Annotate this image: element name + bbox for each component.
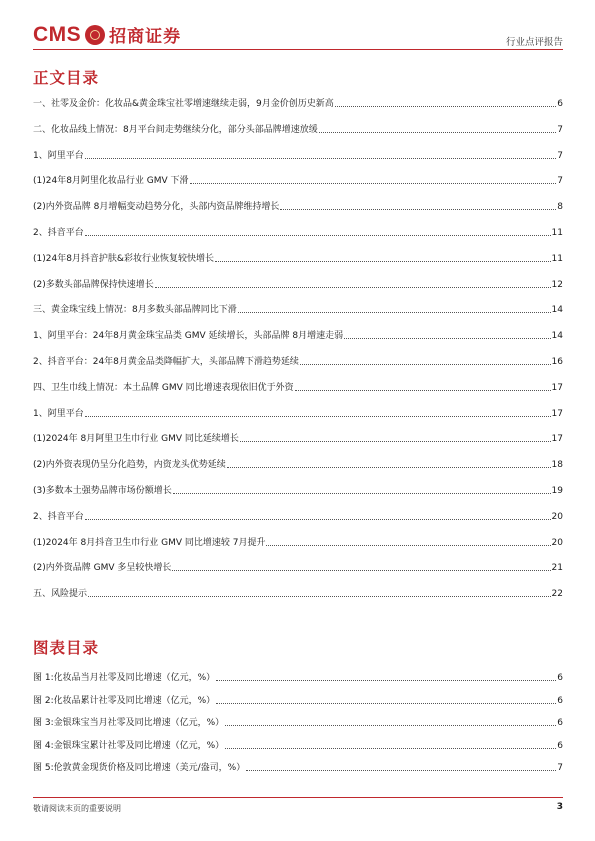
leader-dots bbox=[85, 158, 557, 159]
leader-dots bbox=[85, 416, 551, 417]
toc-entry[interactable] bbox=[33, 509, 563, 522]
entry-number: 图 2: bbox=[33, 695, 54, 706]
entry-number: (3) bbox=[33, 486, 46, 496]
leader-dots bbox=[85, 235, 551, 236]
entry-number: 1、 bbox=[33, 408, 48, 419]
toc-entry[interactable] bbox=[33, 302, 563, 315]
leader-dots bbox=[88, 596, 551, 597]
entry-page: 11 bbox=[551, 253, 563, 264]
leader-dots bbox=[227, 467, 551, 468]
entry-page: 6 bbox=[557, 718, 563, 728]
entry-title: 阿里平台 bbox=[47, 150, 84, 161]
footer-disclaimer: 敬请阅读末页的重要说明 bbox=[33, 804, 121, 813]
entry-page: 22 bbox=[551, 589, 563, 600]
toc-entry[interactable] bbox=[33, 328, 563, 341]
entry-title: 化妆品线上情况：8月平台间走势继续分化，部分头部品牌增速放缓 bbox=[51, 124, 318, 135]
entry-title: 多数本土强势品牌市场份额增长 bbox=[45, 486, 172, 496]
entry-page: 6 bbox=[557, 740, 563, 751]
leader-dots bbox=[319, 132, 557, 133]
entry-page: 20 bbox=[551, 511, 563, 522]
entry-page: 8 bbox=[557, 202, 563, 213]
toc-entry[interactable] bbox=[33, 354, 563, 367]
toc-entry[interactable] bbox=[33, 173, 563, 186]
entry-title: 社零及金价：化妆品&黄金珠宝社零增速继续走弱，9月金价创历史新高 bbox=[51, 99, 334, 109]
toc-entry[interactable] bbox=[33, 380, 563, 393]
entry-title: 伦敦黄金现货价格及同比增速（美元/盎司，%） bbox=[53, 763, 246, 773]
entry-title: 金银珠宝当月社零及同比增速（亿元，%） bbox=[53, 718, 225, 728]
logo-company-name: 招商证券 bbox=[109, 27, 182, 47]
figure-entry[interactable] bbox=[33, 760, 563, 773]
entry-page: 19 bbox=[551, 486, 563, 496]
entry-page: 17 bbox=[551, 408, 563, 419]
toc-entry[interactable] bbox=[33, 483, 563, 496]
entry-number: 五、 bbox=[33, 589, 52, 600]
entry-title: 卫生巾线上情况：本土品牌 GMV 同比增速表现依旧优于外资 bbox=[51, 382, 294, 393]
entry-title: 内外资品牌 8月增幅变动趋势分化，头部内资品牌维持增长 bbox=[45, 202, 280, 213]
entry-title: 阿里平台：24年8月黄金珠宝品类 GMV 延续增长，头部品牌 8月增速走弱 bbox=[47, 331, 344, 342]
entry-title: 化妆品累计社零及同比增速（亿元，%） bbox=[53, 695, 216, 706]
figure-entry[interactable] bbox=[33, 738, 563, 751]
entry-page: 16 bbox=[551, 357, 563, 367]
entry-number: (2) bbox=[33, 202, 46, 213]
logo-cms-text: CMS bbox=[33, 22, 82, 46]
leader-dots bbox=[85, 519, 551, 520]
entry-number: (2) bbox=[33, 563, 46, 574]
entry-title: 抖音平台 bbox=[47, 228, 84, 238]
entry-number: 图 3: bbox=[33, 718, 54, 728]
leader-dots bbox=[173, 493, 551, 494]
entry-title: 多数头部品牌保持快速增长 bbox=[45, 279, 154, 290]
leader-dots bbox=[225, 725, 556, 726]
leader-dots bbox=[266, 545, 550, 546]
leader-dots bbox=[246, 770, 556, 771]
entry-page: 11 bbox=[551, 228, 563, 238]
leader-dots bbox=[155, 287, 551, 288]
entry-number: 图 4: bbox=[33, 740, 54, 751]
leader-dots bbox=[238, 312, 551, 313]
leader-dots bbox=[280, 209, 556, 210]
entry-page: 12 bbox=[551, 279, 563, 290]
entry-title: 2024年 8月抖音卫生巾行业 GMV 同比增速较 7月提升 bbox=[45, 537, 266, 548]
entry-title: 抖音平台：24年8月黄金品类降幅扩大，头部品牌下滑趋势延续 bbox=[47, 357, 299, 367]
leader-dots bbox=[215, 261, 551, 262]
toc-entry[interactable] bbox=[33, 122, 563, 135]
entry-number: 2、 bbox=[33, 511, 48, 522]
toc-entry[interactable] bbox=[33, 560, 563, 573]
entry-page: 14 bbox=[551, 305, 563, 316]
entry-page: 20 bbox=[551, 537, 563, 548]
company-logo bbox=[33, 22, 181, 47]
entry-title: 风险提示 bbox=[51, 589, 88, 600]
page-header bbox=[33, 20, 563, 50]
header-divider bbox=[33, 49, 563, 50]
entry-number: 2、 bbox=[33, 228, 48, 238]
toc-title: 正文目录 bbox=[33, 69, 100, 87]
logo-seal-icon bbox=[85, 25, 105, 45]
figure-entry[interactable] bbox=[33, 715, 563, 728]
toc-entry[interactable] bbox=[33, 199, 563, 212]
toc-entry[interactable] bbox=[33, 251, 563, 264]
entry-page: 6 bbox=[557, 99, 563, 109]
leader-dots bbox=[190, 183, 557, 184]
toc-entry[interactable] bbox=[33, 96, 563, 109]
entry-number: 2、 bbox=[33, 357, 48, 367]
entry-title: 抖音平台 bbox=[47, 511, 84, 522]
entry-number: (1) bbox=[33, 176, 46, 187]
entry-number: 三、 bbox=[33, 305, 52, 316]
entry-title: 阿里平台 bbox=[47, 408, 84, 419]
entry-page: 6 bbox=[557, 695, 563, 706]
entry-number: (2) bbox=[33, 460, 46, 471]
entry-page: 17 bbox=[551, 434, 563, 445]
toc-entry[interactable] bbox=[33, 406, 563, 419]
entry-page: 7 bbox=[557, 176, 563, 187]
entry-title: 内外资表现仍呈分化趋势，内资龙头优势延续 bbox=[45, 460, 226, 471]
entry-number: 一、 bbox=[33, 99, 52, 109]
toc-entry[interactable] bbox=[33, 225, 563, 238]
entry-title: 黄金珠宝线上情况：8月多数头部品牌同比下滑 bbox=[51, 305, 237, 316]
leader-dots bbox=[344, 338, 550, 339]
report-type-label: 行业点评报告 bbox=[505, 37, 563, 48]
entry-number: 图 5: bbox=[33, 763, 54, 773]
entry-title: 金银珠宝累计社零及同比增速（亿元，%） bbox=[53, 740, 225, 751]
entry-number: (1) bbox=[33, 253, 46, 264]
leader-dots bbox=[240, 441, 551, 442]
entry-number: 图 1: bbox=[33, 673, 54, 683]
footer-divider bbox=[33, 797, 563, 798]
entry-number: (1) bbox=[33, 434, 46, 445]
entry-title: 2024年 8月阿里卫生巾行业 GMV 同比延续增长 bbox=[45, 434, 239, 445]
leader-dots bbox=[335, 106, 557, 107]
figures-title: 图表目录 bbox=[33, 639, 100, 657]
leader-dots bbox=[216, 703, 556, 704]
entry-title: 内外资品牌 GMV 多呈较快增长 bbox=[45, 563, 172, 574]
entry-page: 17 bbox=[551, 382, 563, 393]
toc-entry[interactable] bbox=[33, 535, 563, 548]
leader-dots bbox=[225, 748, 556, 749]
leader-dots bbox=[172, 570, 550, 571]
toc-entry[interactable] bbox=[33, 277, 563, 290]
entry-title: 24年8月抖音护肤&彩妆行业恢复较快增长 bbox=[45, 253, 214, 264]
entry-page: 14 bbox=[551, 331, 563, 342]
page-number: 3 bbox=[556, 802, 563, 812]
toc-entry[interactable] bbox=[33, 148, 563, 161]
entry-number: (1) bbox=[33, 537, 46, 548]
entry-page: 7 bbox=[557, 763, 563, 773]
entry-page: 7 bbox=[557, 124, 563, 135]
toc-entry[interactable] bbox=[33, 431, 563, 444]
entry-number: 二、 bbox=[33, 124, 52, 135]
entry-number: 四、 bbox=[33, 382, 52, 393]
leader-dots bbox=[295, 390, 551, 391]
entry-page: 7 bbox=[557, 150, 563, 161]
entry-page: 18 bbox=[551, 460, 563, 471]
figure-entry[interactable] bbox=[33, 670, 563, 683]
entry-number: 1、 bbox=[33, 150, 48, 161]
leader-dots bbox=[216, 680, 556, 681]
leader-dots bbox=[300, 364, 551, 365]
entry-page: 6 bbox=[557, 673, 563, 683]
toc-entry[interactable] bbox=[33, 586, 563, 599]
entry-page: 21 bbox=[551, 563, 563, 574]
entry-number: (2) bbox=[33, 279, 46, 290]
entry-title: 24年8月阿里化妆品行业 GMV 下滑 bbox=[45, 176, 189, 187]
toc-entry[interactable] bbox=[33, 457, 563, 470]
entry-number: 1、 bbox=[33, 331, 48, 342]
entry-title: 化妆品当月社零及同比增速（亿元，%） bbox=[53, 673, 216, 683]
figure-entry[interactable] bbox=[33, 693, 563, 706]
